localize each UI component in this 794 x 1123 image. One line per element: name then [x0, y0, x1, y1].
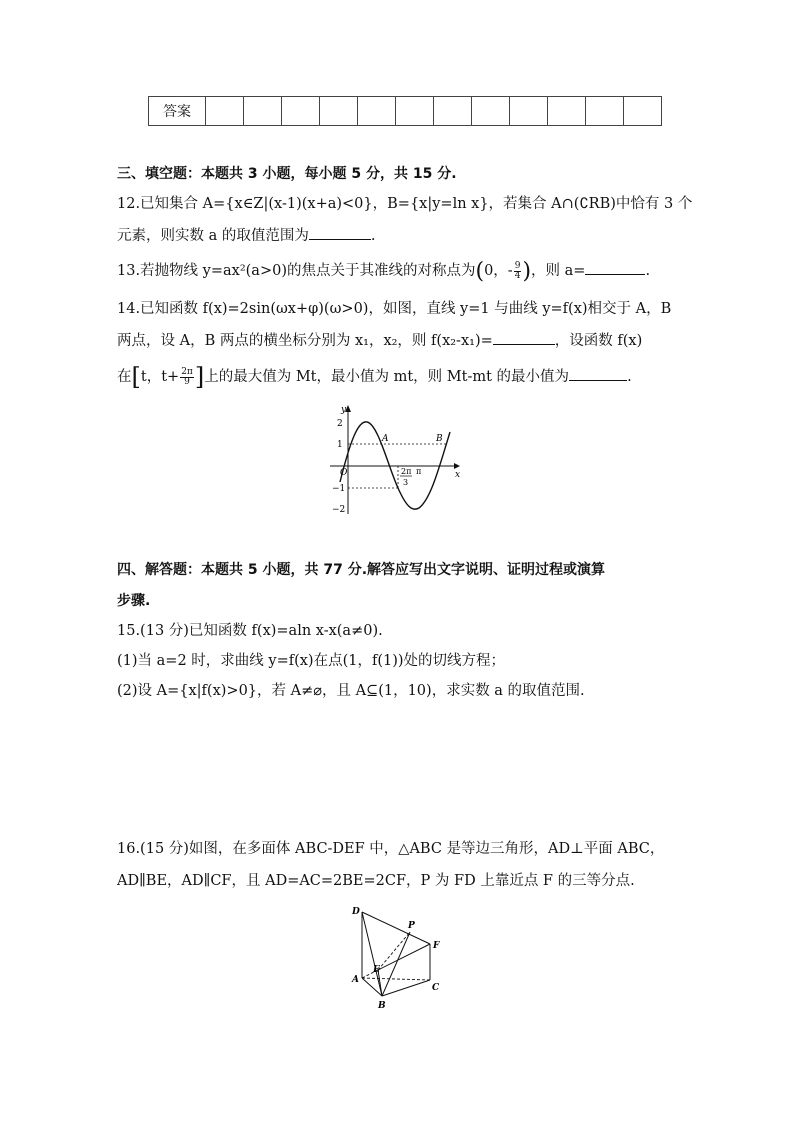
x-axis-arrow — [454, 463, 460, 469]
q14-bracket-close: ] — [194, 363, 205, 391]
x-tick-den: 3 — [403, 478, 409, 487]
label-c: C — [432, 983, 440, 993]
q13-text-post: ，则 a= — [531, 263, 586, 279]
q14-text2-post: ，设函数 f(x) — [554, 333, 643, 349]
q16-line1: 16.(15 分)如图，在多面体 ABC-DEF 中，△ABC 是等边三角形，AD⊥平面 ABC， — [117, 841, 665, 857]
q12-text: 元素，则实数 a 的取值范围为 — [117, 228, 309, 244]
edge-ef — [378, 944, 430, 970]
q13-point: 0，- — [484, 263, 513, 279]
q14-bracket-open: [ — [131, 363, 141, 391]
q13-line — [117, 260, 650, 282]
q14-end: . — [627, 369, 632, 385]
answer-cell[interactable] — [206, 97, 244, 126]
label-e: E — [373, 965, 380, 975]
answer-cell[interactable] — [624, 97, 662, 126]
q13-answer-blank[interactable] — [585, 260, 645, 275]
edge-bc — [382, 980, 430, 996]
answer-cell[interactable] — [282, 97, 320, 126]
q14-text3: 在 — [117, 369, 132, 385]
label-a: A — [352, 975, 359, 985]
y-tick-neg1: −1 — [332, 484, 346, 494]
q14-answer-blank-2[interactable] — [569, 366, 627, 381]
answer-cell[interactable] — [434, 97, 472, 126]
point-b-label: B — [436, 434, 443, 444]
q13-end: . — [645, 263, 651, 279]
q14-sine-graph — [326, 402, 466, 518]
y-tick-neg2: −2 — [332, 505, 346, 515]
label-d: D — [352, 907, 360, 917]
q13-fraction — [514, 262, 522, 281]
q16-polyhedron-figure — [348, 900, 448, 1018]
q14-interval: t，t+ — [140, 369, 180, 385]
answer-cell[interactable] — [358, 97, 396, 126]
answer-cell[interactable] — [586, 97, 624, 126]
q15-part1: (1)当 a=2 时，求曲线 y=f(x)在点(1，f(1))处的切线方程； — [117, 653, 506, 669]
answer-cell[interactable] — [396, 97, 434, 126]
q14-text3-mid: 上的最大值为 Mt，最小值为 mt，则 Mt-mt 的最小值为 — [204, 369, 570, 385]
q13-text: 13.若抛物线 y=ax²(a>0)的焦点关于其准线的对称点为 — [117, 263, 476, 279]
q13-paren-open: ( — [475, 259, 485, 284]
q13-frac-num: 9 — [514, 260, 521, 271]
y-tick-1: 1 — [337, 440, 343, 450]
section-4-title: 四、解答题：本题共 5 小题，共 77 分.解答应写出文字说明、证明过程或演算 — [117, 562, 606, 578]
q14-text2: 两点，设 A，B 两点的横坐标分别为 x₁，x₂，则 f(x₂-x₁)= — [117, 333, 493, 349]
answer-row — [149, 97, 662, 126]
q12-line1: 12.已知集合 A={x∈Z|(x-1)(x+a)<0}，B={x|y=ln x}，若集合 A∩(∁RB)中恰有 3 个 — [117, 196, 693, 212]
answer-cell[interactable] — [510, 97, 548, 126]
edge-db — [362, 912, 382, 996]
q13-frac-den: 4 — [514, 270, 521, 281]
y-axis-label: y — [341, 405, 347, 415]
q14-line3 — [117, 363, 632, 391]
q14-fraction — [180, 368, 194, 387]
x-tick-num: 2π — [401, 467, 412, 476]
edge-ep-hidden — [378, 932, 410, 970]
answer-cell[interactable] — [472, 97, 510, 126]
section-3-title: 三、填空题：本题共 3 小题，每小题 5 分，共 15 分. — [117, 166, 457, 182]
answer-cell[interactable] — [244, 97, 282, 126]
q14-answer-blank-1[interactable] — [493, 330, 555, 345]
x-tick-pi: π — [416, 467, 422, 476]
q12-line2 — [117, 225, 375, 246]
q14-line2 — [117, 330, 642, 351]
section-4-title-cont: 步骤. — [117, 593, 151, 609]
answer-table — [148, 96, 662, 126]
origin-label: O — [340, 468, 348, 478]
q14-line1: 14.已知函数 f(x)=2sin(ωx+φ)(ω>0)，如图，直线 y=1 与曲线 y=f(x)相交于 A，B — [117, 301, 672, 317]
q15-part2: (2)设 A={x|f(x)>0}，若 A≠⌀，且 A⊆(1，10)，求实数 a 的取值范围. — [117, 683, 585, 699]
label-f: F — [433, 941, 440, 951]
q13-paren-close: ) — [522, 259, 532, 284]
edge-bp — [382, 932, 410, 996]
label-p: P — [408, 921, 415, 931]
q14-frac-den: 9 — [184, 376, 190, 387]
q16-line2: AD∥BE，AD∥CF，且 AD=AC=2BE=2CF，P 为 FD 上靠近点 F 的三等分点. — [117, 873, 635, 889]
edge-df — [362, 912, 430, 944]
label-b: B — [378, 1001, 386, 1011]
point-a-label: A — [382, 434, 389, 444]
q12-answer-blank[interactable] — [309, 225, 371, 240]
answer-cell[interactable] — [320, 97, 358, 126]
q12-end: . — [370, 228, 376, 244]
answer-table-header: 答案 — [149, 97, 206, 126]
edge-ab — [362, 978, 382, 996]
y-tick-2: 2 — [337, 419, 343, 429]
x-axis-label: x — [455, 470, 461, 480]
edge-ac-hidden — [362, 978, 430, 980]
answer-cell[interactable] — [548, 97, 586, 126]
q14-frac-num: 2π — [181, 366, 193, 377]
q15-stem: 15.(13 分)已知函数 f(x)=aln x-x(a≠0). — [117, 623, 383, 639]
